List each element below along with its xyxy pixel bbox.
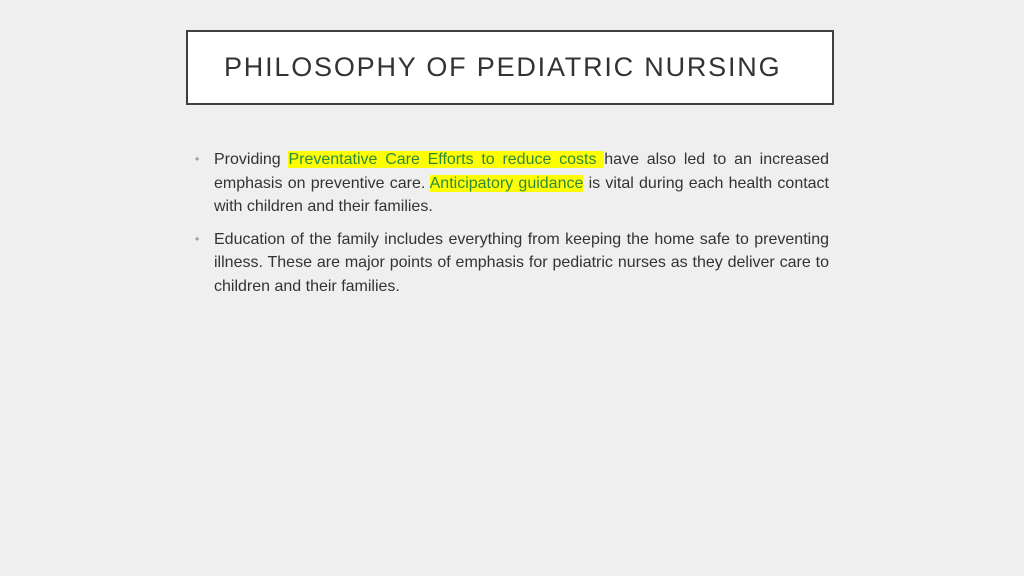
highlighted-phrase: Preventative Care Efforts to reduce costs xyxy=(288,151,605,168)
slide-title: PHILOSOPHY OF PEDIATRIC NURSING xyxy=(224,52,782,82)
bullet-text: Education of the family includes everything from keeping the home safe to preventing illness. These are major points of emphasis for pediatric nurses as they deliver care to children and their families. xyxy=(214,230,829,295)
bullet-text-segment: is vital during each health contact with children and their families. xyxy=(214,174,829,215)
bullet-text-segment: have also led to an increased emphasis on preventive care. xyxy=(214,151,830,192)
bullet-text-segment: Providing xyxy=(214,151,289,168)
bullet-item xyxy=(195,148,829,219)
title-box xyxy=(186,30,834,105)
bullet-marker: • xyxy=(195,152,200,166)
slide-content xyxy=(195,148,829,307)
highlighted-phrase: Anticipatory guidance xyxy=(429,174,584,192)
bullet-item xyxy=(195,228,829,299)
bullet-marker: • xyxy=(195,231,200,246)
